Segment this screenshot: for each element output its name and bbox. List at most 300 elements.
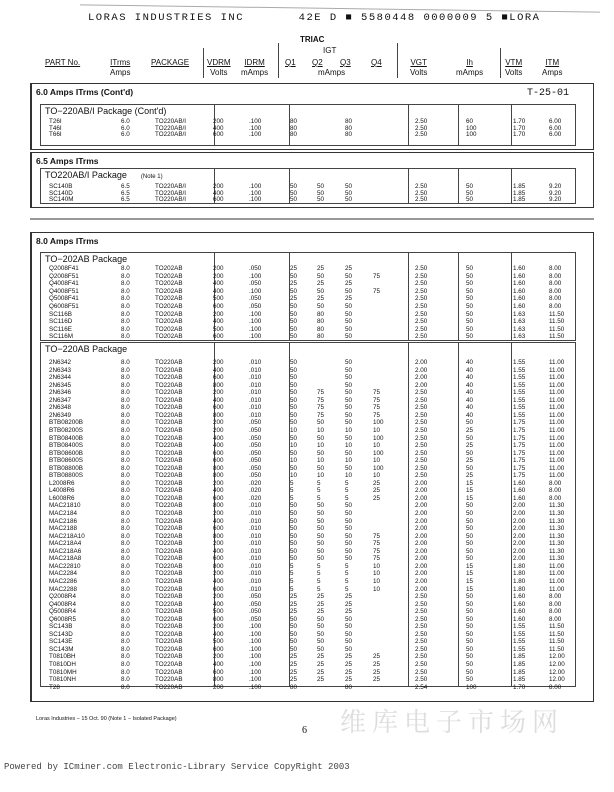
cell-q1: 50: [290, 449, 298, 457]
column-divider: [408, 169, 409, 203]
cell-package: TO220AB: [155, 562, 183, 570]
cell-idrm: .100: [249, 310, 262, 318]
cell-ih: 50: [466, 510, 474, 517]
triac-label: TRIAC: [300, 35, 325, 44]
cell-vtm: 1.55: [513, 623, 526, 631]
cell-vtm: 1.63: [513, 325, 526, 333]
cell-vtm: 1.75: [513, 434, 526, 442]
column-divider: [511, 169, 512, 203]
cell-ih: 50: [466, 593, 474, 600]
cell-itm: 11.00: [549, 427, 565, 434]
cell-vtm: 2.00: [513, 547, 526, 555]
cell-part: SC116M: [49, 333, 74, 341]
cell-ih: 15: [466, 570, 474, 578]
cell-q2: 80: [317, 325, 325, 333]
cell-vdrm: 400: [213, 630, 224, 638]
cell-idrm: .010: [249, 359, 262, 366]
cell-vgt: 2.50: [415, 318, 428, 326]
cell-part: T0810BH: [49, 653, 76, 661]
cell-itrms: 8.0: [121, 555, 130, 563]
cell-itm: 11.00: [549, 472, 565, 480]
cell-part: 2N6346: [49, 389, 72, 397]
cell-ih: 100: [466, 124, 477, 132]
cell-q4: 25: [373, 487, 381, 495]
cell-package: TO220AB: [155, 411, 183, 419]
cell-itm: 11.00: [549, 396, 565, 404]
cell-ih: 100: [466, 683, 477, 691]
cell-package: TO202AB: [155, 295, 183, 303]
cell-ih: 25: [466, 457, 474, 465]
cell-q4: 10: [373, 562, 381, 570]
cell-package: TO220AB: [155, 457, 183, 465]
col-q3: Q3: [340, 58, 351, 67]
cell-q1: 50: [290, 374, 298, 382]
cell-package: TO220AB: [155, 525, 183, 533]
col-vdrm: VDRM Volts: [207, 58, 231, 77]
cell-itm: 6.00: [549, 131, 562, 138]
header-divider: [278, 43, 279, 78]
cell-q3: 25: [345, 295, 353, 303]
cell-q2: 25: [317, 653, 325, 661]
cell-vdrm: 400: [213, 366, 224, 374]
cell-q4: 25: [373, 494, 381, 502]
cell-vdrm: 200: [213, 510, 224, 517]
cell-q1: 25: [290, 593, 298, 600]
divider: [30, 218, 594, 220]
cell-q3: 50: [345, 318, 353, 326]
cell-itm: 8.00: [549, 287, 562, 295]
cell-q4: 75: [373, 272, 381, 280]
cell-q4: 25: [373, 676, 381, 684]
cell-ih: 50: [466, 265, 474, 272]
cell-package: TO220AB: [155, 502, 183, 510]
cell-q4: 10: [373, 427, 381, 434]
cell-part: SC116D: [49, 318, 73, 326]
cell-vgt: 2.50: [415, 124, 428, 132]
cell-part: MAC2286: [49, 577, 78, 585]
cell-idrm: .010: [249, 510, 262, 517]
cell-itm: 11.50: [549, 318, 565, 326]
cell-ih: 50: [466, 517, 474, 525]
cell-vdrm: 400: [213, 434, 224, 442]
cell-package: TO220AB: [155, 419, 183, 427]
cell-idrm: .010: [249, 396, 262, 404]
section-2: [30, 232, 594, 702]
cell-ih: 15: [466, 494, 474, 502]
cell-ih: 50: [466, 318, 474, 326]
cell-package: TO202AB: [155, 325, 183, 333]
cell-itm: 11.00: [549, 419, 565, 427]
cell-vgt: 2.50: [415, 419, 428, 427]
cell-q2: 80: [317, 318, 325, 326]
cell-q3: 50: [345, 623, 353, 631]
cell-idrm: .100: [249, 630, 262, 638]
cell-vdrm: 200: [213, 653, 224, 661]
cell-part: MAC21810: [49, 502, 81, 510]
cell-idrm: .050: [249, 449, 262, 457]
cell-ih: 15: [466, 562, 474, 570]
cell-vgt: 2.50: [415, 396, 428, 404]
cell-part: BTB08600B: [49, 449, 83, 457]
cell-vgt: 2.00: [415, 381, 428, 389]
cell-idrm: .050: [249, 265, 262, 272]
cell-part: 2N6348: [49, 404, 72, 412]
cell-q3: 50: [345, 374, 353, 382]
cell-q2: 10: [317, 442, 325, 449]
cell-q3: 50: [345, 183, 353, 190]
cell-idrm: .100: [249, 623, 262, 631]
cell-idrm: .100: [249, 272, 262, 280]
cell-vgt: 2.54: [415, 683, 428, 691]
cell-q3: 5: [345, 577, 349, 585]
cell-itrms: 6.5: [121, 196, 130, 204]
cell-q2: 5: [317, 585, 321, 593]
cell-q2: 25: [317, 265, 325, 272]
section-tag: T-25-01: [526, 88, 569, 99]
cell-q4: 10: [373, 577, 381, 585]
cell-part: Q5008F41: [49, 295, 79, 303]
cell-vgt: 2.00: [415, 570, 428, 578]
cell-q4: 75: [373, 532, 381, 540]
cell-vtm: 2.00: [513, 510, 526, 517]
cell-q3: 10: [345, 427, 353, 434]
col-vgt: VGT Volts: [410, 58, 428, 77]
cell-vtm: 1.55: [513, 645, 526, 653]
cell-q1: 50: [290, 189, 298, 197]
cell-itm: 11.30: [549, 525, 565, 533]
cell-q3: 80: [345, 683, 353, 691]
cell-itrms: 8.0: [121, 608, 130, 616]
cell-itm: 8.00: [549, 295, 562, 303]
cell-ih: 40: [466, 411, 474, 419]
footer-note: Loras Industries − 15 Oct. 90 (Note 1 − Isolated Package): [36, 716, 177, 722]
cell-q1: 50: [290, 287, 298, 295]
cell-vtm: 1.75: [513, 427, 526, 434]
cell-idrm: .050: [249, 608, 262, 616]
column-divider: [458, 343, 459, 686]
cell-itrms: 8.0: [121, 510, 130, 517]
cell-q3: 10: [345, 442, 353, 449]
cell-part: Q2008F51: [49, 272, 79, 280]
cell-q1: 25: [290, 661, 298, 668]
cell-q3: 5: [345, 570, 349, 578]
cell-idrm: .100: [249, 183, 262, 190]
cell-idrm: .100: [249, 638, 262, 646]
cell-itrms: 8.0: [121, 295, 130, 303]
cell-vtm: 1.60: [513, 303, 526, 310]
cell-idrm: .020: [249, 494, 262, 502]
cell-vdrm: 800: [213, 472, 224, 480]
cell-idrm: .010: [249, 389, 262, 397]
cell-vdrm: 500: [213, 325, 224, 333]
cell-itm: 11.00: [549, 381, 565, 389]
cell-q4: 75: [373, 287, 381, 295]
cell-q1: 5: [290, 487, 294, 495]
cell-q1: 25: [290, 295, 298, 303]
cell-q2: 50: [317, 449, 325, 457]
cell-itrms: 8.0: [121, 615, 130, 623]
cell-idrm: .050: [249, 427, 262, 434]
cell-vtm: 2.00: [513, 502, 526, 510]
cell-q1: 50: [290, 630, 298, 638]
cell-q3: 50: [345, 404, 353, 412]
cell-idrm: .010: [249, 411, 262, 419]
cell-idrm: .010: [249, 374, 262, 382]
cell-itm: 11.50: [549, 645, 565, 653]
cell-vtm: 1.60: [513, 287, 526, 295]
cell-vtm: 1.70: [513, 124, 526, 132]
cell-vtm: 1.70: [513, 118, 526, 125]
cell-vdrm: 400: [213, 280, 224, 288]
header-divider: [203, 48, 204, 78]
cell-q3: 25: [345, 661, 353, 668]
cell-q2: 25: [317, 593, 325, 600]
cell-idrm: .010: [249, 540, 262, 548]
cell-vtm: 1.55: [513, 366, 526, 374]
cell-package: TO220AB: [155, 494, 183, 502]
cell-part: SC140D: [49, 189, 73, 197]
cell-package: TO220AB: [155, 615, 183, 623]
cell-itrms: 8.0: [121, 638, 130, 646]
cell-vdrm: 600: [213, 615, 224, 623]
cell-q1: 25: [290, 600, 298, 608]
cell-itrms: 8.0: [121, 325, 130, 333]
cell-itm: 11.50: [549, 638, 565, 646]
cell-q3: 50: [345, 303, 353, 310]
cell-q1: 50: [290, 303, 298, 310]
cell-q1: 50: [290, 333, 298, 341]
cell-q1: 10: [290, 427, 298, 434]
cell-package: TO220AB: [155, 532, 183, 540]
cell-vgt: 2.50: [415, 325, 428, 333]
cell-itrms: 8.0: [121, 333, 130, 341]
cell-vtm: 2.00: [513, 517, 526, 525]
cell-vdrm: 200: [213, 389, 224, 397]
cell-q1: 50: [290, 272, 298, 280]
cell-vdrm: 800: [213, 532, 224, 540]
cell-itrms: 6.5: [121, 189, 130, 197]
cell-part: 2N6343: [49, 366, 72, 374]
cell-vdrm: 600: [213, 668, 224, 676]
cell-ih: 100: [466, 131, 477, 138]
cell-part: BTB08600S: [49, 457, 83, 465]
cell-package: TO220AB/I: [155, 118, 187, 125]
cell-ih: 50: [466, 623, 474, 631]
column-divider: [408, 253, 409, 340]
cell-vdrm: 400: [213, 396, 224, 404]
cell-q1: 80: [290, 131, 298, 138]
cell-vgt: 2.50: [415, 608, 428, 616]
cell-vgt: 2.50: [415, 427, 428, 434]
cell-idrm: .100: [249, 668, 262, 676]
cell-q1: 50: [290, 411, 298, 419]
cell-q1: 5: [290, 577, 294, 585]
cell-q1: 10: [290, 472, 298, 480]
cell-q3: 50: [345, 310, 353, 318]
cell-vtm: 1.85: [513, 189, 526, 197]
cell-idrm: .050: [249, 442, 262, 449]
cell-ih: 50: [466, 555, 474, 563]
page-number: 6: [302, 725, 307, 736]
cell-q1: 5: [290, 562, 294, 570]
cell-q1: 50: [290, 359, 298, 366]
cell-q3: 50: [345, 638, 353, 646]
cell-q3: 50: [345, 502, 353, 510]
cell-package: TO220AB: [155, 570, 183, 578]
cell-package: TO220AB: [155, 517, 183, 525]
cell-vgt: 2.00: [415, 510, 428, 517]
cell-package: TO220AB: [155, 427, 183, 434]
cell-part: T66I: [49, 131, 62, 138]
cell-itm: 12.00: [549, 668, 565, 676]
cell-idrm: .050: [249, 464, 262, 472]
cell-part: Q2008R4: [49, 593, 76, 600]
cell-q3: 50: [345, 555, 353, 563]
column-divider: [511, 105, 512, 145]
cell-idrm: .050: [249, 303, 262, 310]
cell-itm: 11.30: [549, 502, 565, 510]
cell-q3: 5: [345, 494, 349, 502]
cell-q4: 10: [373, 585, 381, 593]
cell-q4: 100: [373, 449, 384, 457]
col-idrm: IDRM mAmps: [241, 58, 269, 77]
cell-idrm: .100: [249, 333, 262, 341]
col-itrms: ITrms Amps: [110, 58, 131, 77]
cell-vdrm: 800: [213, 676, 224, 684]
cell-itm: 8.00: [549, 608, 562, 616]
cell-package: TO220AB: [155, 661, 183, 668]
group-note: (Note 1): [140, 174, 163, 180]
cell-q3: 50: [345, 464, 353, 472]
cell-idrm: .100: [249, 325, 262, 333]
cell-q2: 50: [317, 464, 325, 472]
cell-package: TO220AB: [155, 389, 183, 397]
cell-q3: 50: [345, 615, 353, 623]
cell-itm: 11.00: [549, 389, 565, 397]
cell-vdrm: 800: [213, 411, 224, 419]
cell-part: Q6008R5: [49, 615, 76, 623]
cell-q3: 50: [345, 189, 353, 197]
cell-ih: 50: [466, 547, 474, 555]
col-q-unit: mAmps: [318, 68, 346, 77]
cell-vtm: 2.00: [513, 555, 526, 563]
cell-q2: 10: [317, 427, 325, 434]
cell-itm: 8.00: [549, 479, 562, 487]
cell-q1: 50: [290, 510, 298, 517]
cell-vgt: 2.50: [415, 676, 428, 684]
section-title: 6.5 Amps ITrms: [36, 156, 99, 166]
cell-itm: 11.00: [549, 442, 565, 449]
cell-part: SC143B: [49, 623, 73, 631]
cell-itrms: 6.0: [121, 118, 130, 125]
cell-vdrm: 400: [213, 577, 224, 585]
cell-vtm: 1.55: [513, 359, 526, 366]
cell-vgt: 2.50: [415, 638, 428, 646]
cell-itm: 11.00: [549, 464, 565, 472]
cell-itm: 11.30: [549, 532, 565, 540]
cell-q3: 50: [345, 540, 353, 548]
cell-package: TO220AB: [155, 404, 183, 412]
cell-vtm: 1.60: [513, 280, 526, 288]
cell-package: TO220AB: [155, 547, 183, 555]
cell-package: TO220AB: [155, 359, 183, 366]
cell-itm: 11.00: [549, 457, 565, 465]
cell-vgt: 2.50: [415, 442, 428, 449]
col-package: PACKAGE: [151, 58, 190, 67]
cell-q2: 75: [317, 396, 325, 404]
cell-ih: 25: [466, 472, 474, 480]
cell-vdrm: 200: [213, 118, 224, 125]
cell-part: Q6008F51: [49, 303, 79, 310]
cell-itrms: 8.0: [121, 487, 130, 495]
cell-vgt: 2.50: [415, 630, 428, 638]
cell-q2: 50: [317, 510, 325, 517]
cell-itrms: 8.0: [121, 310, 130, 318]
cell-itrms: 6.0: [121, 131, 130, 138]
cell-q1: 50: [290, 645, 298, 653]
cell-q4: 25: [373, 668, 381, 676]
cell-q2: 25: [317, 676, 325, 684]
cell-vgt: 2.50: [415, 265, 428, 272]
cell-package: TO220AB: [155, 510, 183, 517]
cell-itrms: 8.0: [121, 457, 130, 465]
cell-q1: 5: [290, 479, 294, 487]
column-divider: [458, 105, 459, 145]
cell-package: TO220AB: [155, 683, 183, 691]
cell-part: BTB08400B: [49, 434, 83, 442]
cell-q1: 50: [290, 623, 298, 631]
cell-q1: 50: [290, 318, 298, 326]
cell-itrms: 8.0: [121, 540, 130, 548]
cell-part: Q4008F41: [49, 280, 79, 288]
cell-ih: 25: [466, 442, 474, 449]
cell-vgt: 2.50: [415, 593, 428, 600]
cell-package: TO220AB: [155, 434, 183, 442]
cell-idrm: .010: [249, 585, 262, 593]
cell-vtm: 1.55: [513, 389, 526, 397]
cell-vdrm: 600: [213, 404, 224, 412]
cell-idrm: .100: [249, 287, 262, 295]
cell-package: TO220AB: [155, 593, 183, 600]
cell-q1: 50: [290, 434, 298, 442]
cell-itm: 11.50: [549, 333, 565, 341]
cell-ih: 15: [466, 487, 474, 495]
cell-vgt: 2.50: [415, 457, 428, 465]
cell-q3: 50: [345, 272, 353, 280]
cell-part: T46I: [49, 124, 62, 132]
cell-package: TO220AB: [155, 630, 183, 638]
cell-idrm: .010: [249, 555, 262, 563]
cell-vgt: 2.50: [415, 183, 428, 190]
cell-part: MAC2188: [49, 525, 78, 533]
cell-q2: 50: [317, 532, 325, 540]
cell-vgt: 2.50: [415, 333, 428, 341]
cell-vtm: 1.63: [513, 310, 526, 318]
cell-package: TO220AB: [155, 472, 183, 480]
cell-part: SC143M: [49, 645, 74, 653]
cell-itm: 11.30: [549, 555, 565, 563]
cell-q3: 80: [345, 124, 353, 132]
cell-q3: 50: [345, 449, 353, 457]
cell-vgt: 2.00: [415, 502, 428, 510]
cell-ih: 50: [466, 303, 474, 310]
cell-idrm: .100: [249, 118, 262, 125]
cell-itrms: 8.0: [121, 676, 130, 684]
col-vtm: VTM Volts: [505, 58, 523, 77]
cell-itm: 9.20: [549, 189, 562, 197]
cell-package: TO220AB: [155, 577, 183, 585]
cell-ih: 50: [466, 600, 474, 608]
